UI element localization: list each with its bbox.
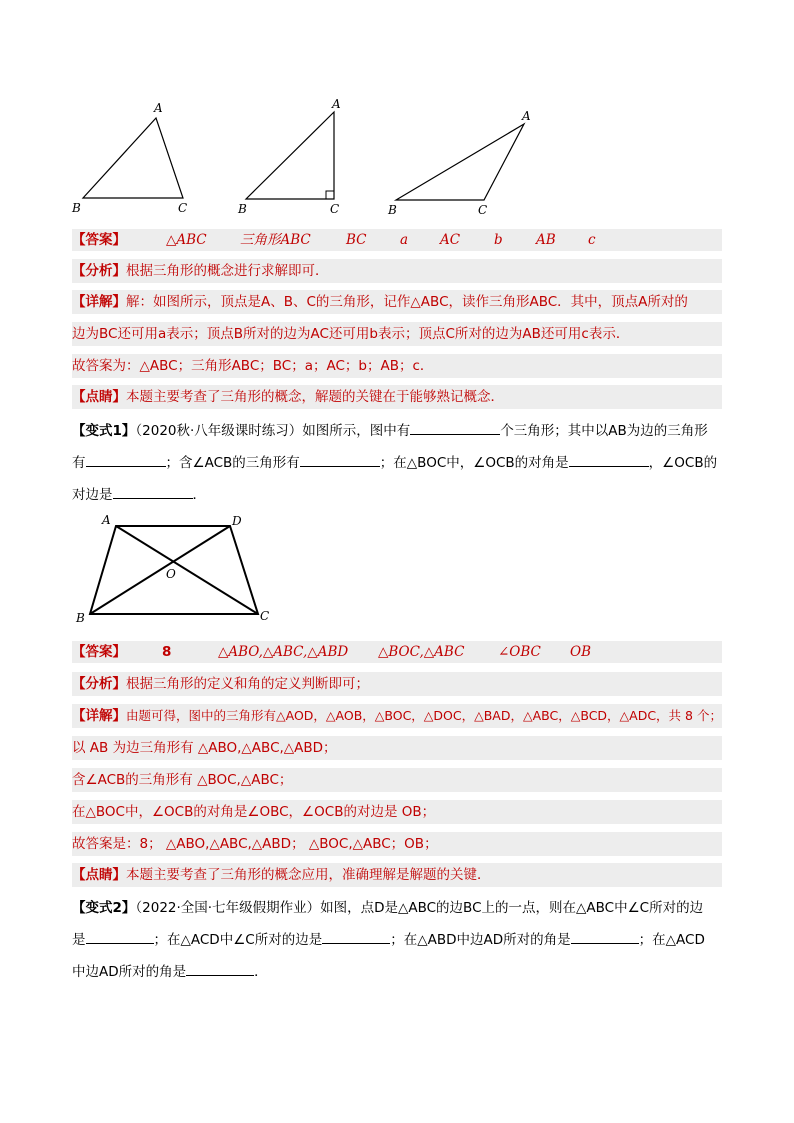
variant1-answer-row	[72, 641, 722, 663]
label-a: A	[154, 101, 163, 115]
label-b: B	[388, 203, 397, 217]
triangle-2-svg	[234, 96, 354, 218]
detail-row-2	[72, 322, 722, 346]
detail-text-1: 解：如图所示，顶点是A、B、C的三角形，记作△ABC，读作三角形ABC．其中，顶点A所对的	[126, 294, 688, 310]
label-o: O	[166, 567, 176, 581]
detail-row-3	[72, 354, 722, 378]
analysis-text: 根据三角形的定义和角的定义判断即可；	[126, 676, 369, 692]
label-c: C	[478, 203, 488, 217]
variant2-line-1	[72, 897, 722, 919]
answer-tag: 【答案】	[72, 644, 126, 660]
detail-text-2: 以 AB 为边三角形有 △ABO,△ABC,△ABD；	[72, 740, 337, 756]
variant1-detail-row-1	[72, 704, 722, 728]
variant2-tag: 【变式2】	[72, 900, 136, 916]
label-b: B	[72, 201, 81, 215]
variant2-line-2	[72, 929, 722, 951]
blank-2[interactable]	[322, 930, 390, 944]
blank-3[interactable]	[571, 930, 639, 944]
comment-text: 本题主要考查了三角形的概念应用，准确理解是解题的关键．	[126, 867, 491, 883]
detail-tag: 【详解】	[72, 708, 126, 724]
answer-3: BC	[346, 232, 367, 248]
variant2-q2d: ；在△ACD	[638, 932, 705, 948]
blank-4[interactable]	[186, 962, 254, 976]
variant1-line-2	[72, 452, 722, 474]
answer-1: 8	[162, 644, 172, 660]
variant1-analysis-row	[72, 672, 722, 696]
variant1-detail-row-5	[72, 832, 722, 856]
blank-4[interactable]	[569, 453, 649, 467]
trapezoid-figure	[70, 512, 280, 628]
answer-2: 三角形ABC	[240, 232, 311, 248]
answer-row	[72, 229, 722, 251]
blank-1[interactable]	[410, 421, 500, 435]
detail-text-5: 故答案是：8； △ABO,△ABC,△ABD； △BOC,△ABC；OB；	[72, 836, 438, 852]
variant2-q3a: 中边AD所对的角是	[72, 964, 187, 980]
blank-3[interactable]	[300, 453, 380, 467]
answer-8: c	[588, 232, 596, 248]
comment-text: 本题主要考查了三角形的概念，解题的关键在于能够熟记概念．	[126, 389, 504, 405]
label-c: C	[178, 201, 188, 215]
variant1-tag: 【变式1】	[72, 423, 136, 439]
answer-tag: 【答案】	[72, 232, 126, 248]
answer-5: OB	[570, 644, 591, 660]
detail-text-4: 在△BOC中，∠OCB的对角是∠OBC，∠OCB的对边是 OB；	[72, 804, 436, 820]
analysis-tag: 【分析】	[72, 263, 126, 279]
variant1-detail-row-2	[72, 736, 722, 760]
variant1-detail-row-3	[72, 768, 722, 792]
variant2-q2c: ；在△ABD中边AD所对的角是	[390, 932, 571, 948]
answer-1: △ABC	[166, 232, 207, 248]
analysis-tag: 【分析】	[72, 676, 126, 692]
variant1-line-3	[72, 484, 722, 506]
detail-text-3: 故答案为：△ABC；三角形ABC；BC；a；AC；b；AB；c．	[72, 358, 434, 374]
variant1-detail-row-4	[72, 800, 722, 824]
detail-row-1	[72, 290, 722, 314]
label-b: B	[238, 202, 247, 216]
variant2-q2a: 是	[72, 932, 86, 948]
variant1-q2a: 有	[72, 455, 86, 471]
variant2-line-3	[72, 961, 722, 983]
variant2-q2b: ；在△ACD中∠C所对的边是	[153, 932, 323, 948]
blank-5[interactable]	[113, 485, 193, 499]
label-a: A	[522, 109, 531, 123]
label-b: B	[76, 611, 85, 625]
answer-2: △ABO,△ABC,△ABD	[218, 644, 349, 660]
variant1-q2b: ；含∠ACB的三角形有	[165, 455, 300, 471]
detail-tag: 【详解】	[72, 294, 126, 310]
triangle-figure-3	[386, 108, 536, 220]
variant1-q1b: 个三角形；其中以AB为边的三角形	[500, 423, 708, 439]
answer-4: ∠OBC	[498, 644, 541, 660]
variant1-q2d: ，∠OCB的	[648, 455, 718, 471]
variant1-q1a: （2020秋·八年级课时练习）如图所示，图中有	[135, 423, 411, 439]
answer-3: △BOC,△ABC	[378, 644, 465, 660]
blank-2[interactable]	[86, 453, 166, 467]
variant2-q3b: ．	[254, 964, 268, 980]
comment-tag: 【点睛】	[72, 389, 126, 405]
detail-text-2: 边为BC还可用a表示；顶点B所对的边为AC还可用b表示；顶点C所对的边为AB还可用c表示．	[72, 326, 630, 342]
analysis-row	[72, 259, 722, 283]
detail-text-1: 由题可得，图中的三角形有△AOD，△AOB，△BOC，△DOC，△BAD，△ABC，△BCD，△ADC，共 8 个；	[126, 708, 722, 723]
label-d: D	[232, 514, 242, 528]
triangle-3-svg	[386, 108, 536, 220]
comment-tag: 【点睛】	[72, 867, 126, 883]
analysis-text: 根据三角形的概念进行求解即可．	[126, 263, 329, 279]
label-c: C	[260, 609, 270, 623]
variant1-q3b: ．	[192, 487, 206, 503]
label-a: A	[102, 513, 111, 527]
variant1-q3a: 对边是	[72, 487, 113, 503]
answer-6: b	[494, 232, 503, 248]
label-a: A	[332, 97, 341, 111]
comment-row	[72, 385, 722, 409]
triangle-figure-2	[234, 96, 354, 218]
variant2-q1a: （2022·全国·七年级假期作业）如图，点D是△ABC的边BC上的一点，则在△ABC中∠C所对的边	[135, 900, 704, 916]
answer-4: a	[400, 232, 409, 248]
answer-5: AC	[440, 232, 461, 248]
label-c: C	[330, 202, 340, 216]
trapezoid-svg	[70, 512, 280, 628]
variant1-comment-row	[72, 863, 722, 887]
triangle-1-svg	[70, 100, 195, 218]
detail-text-3: 含∠ACB的三角形有 △BOC,△ABC；	[72, 772, 293, 788]
blank-1[interactable]	[86, 930, 154, 944]
answer-7: AB	[536, 232, 556, 248]
variant1-line-1	[72, 420, 722, 442]
triangle-figure-1	[70, 100, 195, 218]
variant1-q2c: ；在△BOC中，∠OCB的对角是	[379, 455, 569, 471]
